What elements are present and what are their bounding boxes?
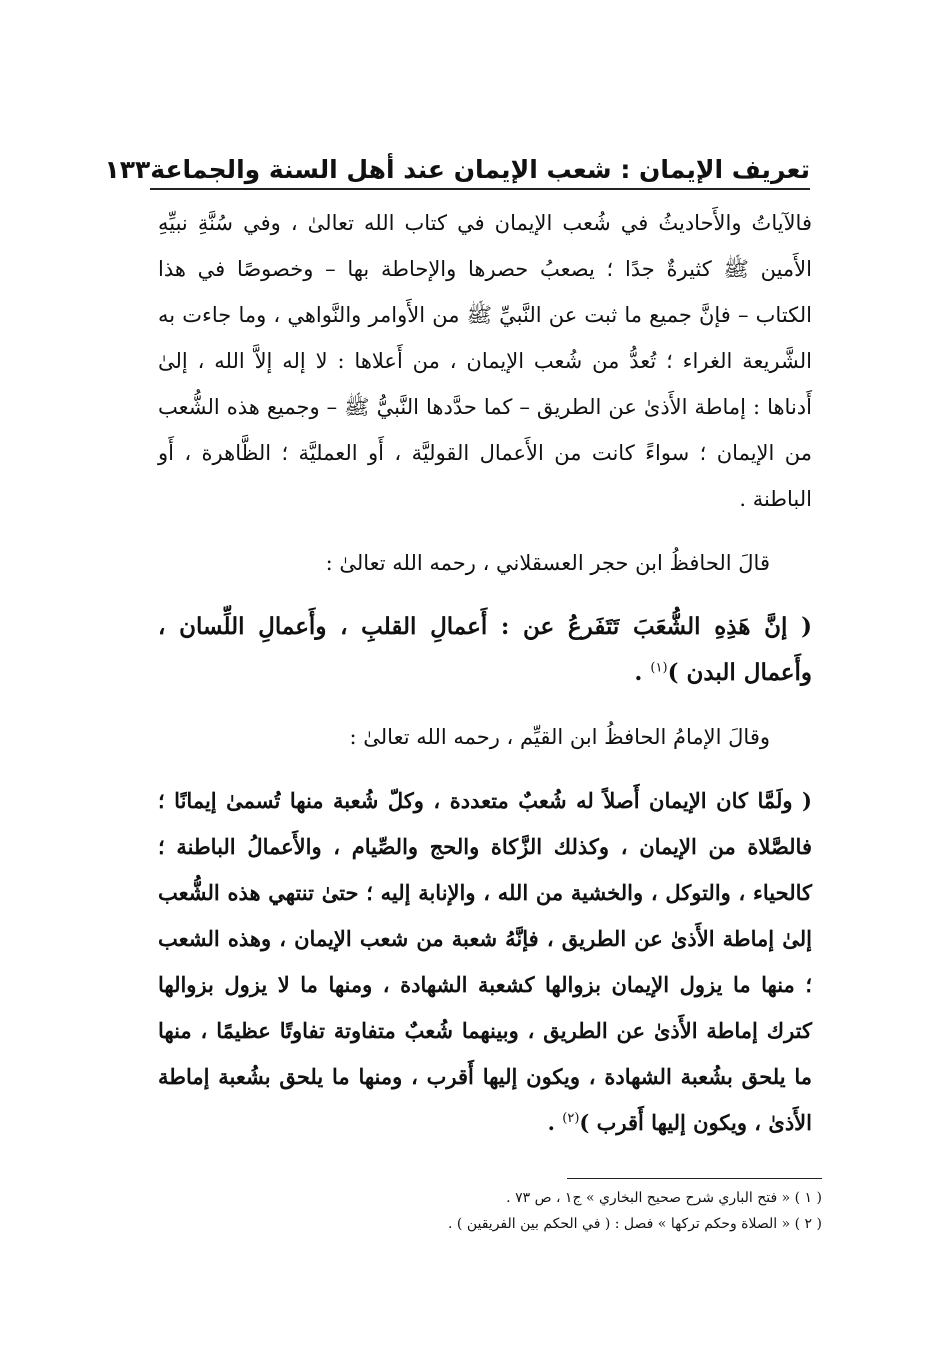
footnote-1: ( ١ ) « فتح الباري شرح صحيح البخاري » ج١ ، ص ٧٣ . xyxy=(506,1190,822,1206)
ibn-qayyim-quote xyxy=(158,778,812,1146)
ibn-hajar-intro: قالَ الحافظُ ابن حجر العسقلاني ، رحمه الله تعالىٰ : xyxy=(325,551,770,575)
running-header xyxy=(104,140,810,190)
ibn-hajar-quote-text: ( إنَّ هَذِهِ الشُّعَبَ تَتَفَرعُ عن : أَعمالِ القلبِ ، وأَعمالِ اللِّسان ، وأَعمال البدن ) xyxy=(158,613,812,686)
footnote-2: ( ٢ ) « الصلاة وحكم تركها » فصل : ( في الحكم بين الفريقين ) . xyxy=(448,1216,822,1232)
ibn-qayyim-quote-text: ( ولَمَّا كان الإيمان أَصلاً له شُعبٌ متعددة ، وكلّ شُعبة منها تُسمىٰ إيمانًا ؛ فالصَّلاة من الإيمان ، وكذلك الزَّكاة والحج والصِّيام ، والأَعمالُ الباطنة ؛ كالحياء ، والتوكل ، والخشية من الله ، والإنابة إليه ؛ حتىٰ تنتهي هذه الشُّعب إلىٰ إماطة الأَذىٰ عن الطريق ، فإنَّهُ شعبة من شعب الإيمان ، وهذه الشعب ؛ منها ما يزول الإيمان بزوالها كشعبة الشهادة ، ومنها ما لا يزول بزوالها كترك إماطة الأَذىٰ عن الطريق ، وبينهما شُعبٌ متفاوتة تفاوتًا عظيمًا ، منها ما يلحق بشُعبة الشهادة ، ويكون إليها أَقرب ، ومنها ما يلحق بشُعبة إماطة الأَذىٰ ، ويكون إليها أَقرب ) xyxy=(158,788,812,1135)
ibn-hajar-quote xyxy=(158,604,812,696)
body-text xyxy=(158,200,812,1164)
footnotes xyxy=(300,1185,822,1237)
ibn-hajar-quote-end: . xyxy=(634,659,651,686)
ibn-qayyim-quote-end: . xyxy=(547,1110,563,1135)
footnote-divider xyxy=(567,1178,822,1179)
footnote-ref-2: (٢) xyxy=(562,1111,580,1126)
paragraph-shuab-intro: فالآياتُ والأَحاديثُ في شُعب الإيمان في كتاب الله تعالىٰ ، وفي سُنَّةِ نبيِّهِ الأَمين ﷺ كثيرةٌ جدًا ؛ يصعبُ حصرها والإحاطة بها – وخصوصًا في هذا الكتاب – فإنَّ جميع ما ثبت عن النَّبيِّ ﷺ من الأَوامر والنَّواهي ، وما جاءت به الشَّريعة الغراء ؛ تُعدُّ من شُعب الإيمان ، من أَعلاها : لا إله إلاَّ الله ، إلىٰ أَدناها : إماطة الأَذىٰ عن الطريق – كما حدَّدها النَّبيُّ ﷺ – وجميع هذه الشُّعب من الإيمان ؛ سواءً كانت من الأَعمال القوليَّة ، أَو العمليَّة ؛ الظَّاهرة ، أَو الباطنة . xyxy=(158,211,812,511)
page-number: ١٣٣ xyxy=(104,155,151,184)
footnote-ref-1: (١) xyxy=(650,660,668,676)
ibn-qayyim-intro: وقالَ الإمامُ الحافظُ ابن القيِّم ، رحمه الله تعالىٰ : xyxy=(349,725,770,749)
running-title: تعريف الإيمان : شعب الإيمان عند أهل السنة والجماعة xyxy=(150,155,810,184)
